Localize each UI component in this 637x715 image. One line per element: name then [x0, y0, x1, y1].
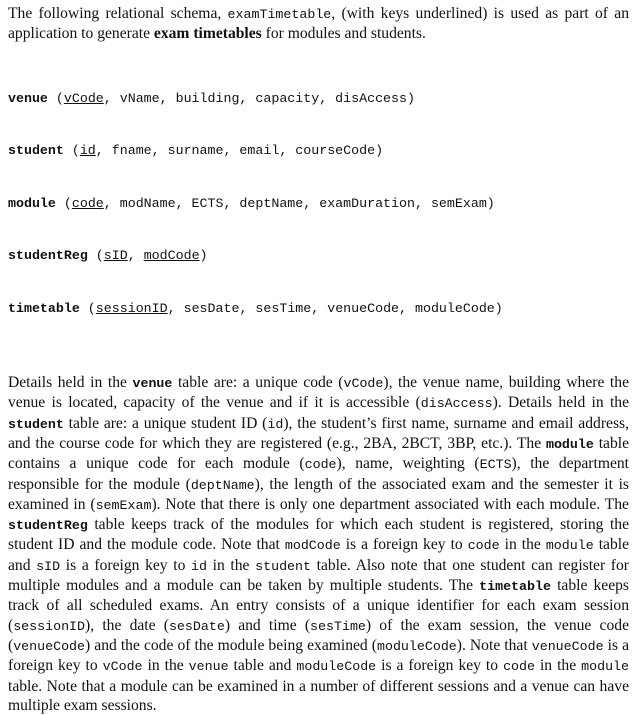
text-run: ) of the exam session, the venue code (: [8, 616, 629, 654]
text-run: ), name, weighting (: [336, 455, 480, 473]
table-name: timetable: [479, 579, 551, 595]
code-term: ECTS: [479, 457, 512, 473]
code-term: code: [467, 538, 500, 554]
text-run: (: [55, 195, 72, 211]
text-run: ), the date (: [85, 616, 169, 634]
text-run: is a foreign key to: [340, 536, 468, 554]
text-run: ). Note that there is only one department associated with each module. The: [151, 495, 629, 513]
table-name: student: [8, 416, 64, 432]
code-term: sID: [36, 558, 61, 574]
code-term: deptName: [190, 477, 255, 493]
text-run: , fname, surname, email, courseCode): [95, 143, 384, 159]
text-run: The following relational schema,: [8, 5, 228, 22]
code-term: sesDate: [168, 618, 225, 634]
code-term: module: [581, 659, 630, 675]
code-term: venue: [188, 659, 229, 675]
code-term: sessionID: [13, 618, 86, 634]
text-run: ), the department responsible for the module (: [8, 455, 630, 493]
text-run: is a foreign key to: [8, 636, 629, 675]
bold-term: venue: [8, 90, 48, 106]
text-run: ), the venue name, building where the venue is located, capacity of the venue and if it is accessible (: [8, 374, 629, 412]
text-run: ). Details held in the: [492, 394, 629, 412]
text-run: ,: [127, 248, 144, 264]
schema-studentreg: [8, 247, 629, 265]
code-term: sesTime: [310, 618, 366, 634]
bold-term: studentReg: [8, 248, 88, 264]
text-run: table contains a unique code for each module (: [8, 434, 630, 473]
text-run: (: [63, 143, 80, 159]
text-run: table and: [228, 657, 297, 675]
bold-term: student: [8, 143, 64, 159]
code-term: code: [304, 457, 337, 473]
code-term: vCode: [343, 376, 384, 392]
text-run: table keeps track of the modules for which each student is registered, storing the student ID and the module code. Note that: [8, 516, 629, 554]
text-run: ) and the code of the module being examined (: [85, 636, 377, 654]
key-attribute: id: [79, 143, 96, 159]
text-run: in the: [142, 657, 189, 675]
code-term: semExam: [95, 497, 152, 513]
text-run: is a foreign key to: [376, 657, 504, 675]
bold-term: timetable: [8, 300, 80, 316]
schema-module: [8, 195, 629, 213]
text-run: (: [87, 248, 104, 264]
text-run: table are: a unique code (: [172, 374, 344, 392]
text-run: , modName, ECTS, deptName, examDuration, semExam): [103, 195, 495, 211]
text-run: (: [47, 90, 64, 106]
text-run: for modules and students.: [261, 25, 426, 43]
text-run: (: [79, 300, 96, 316]
key-attribute: sessionID: [95, 300, 168, 316]
code-term: vCode: [102, 659, 143, 675]
code-term: student: [255, 558, 311, 574]
text-run: ) and time (: [224, 616, 311, 634]
text-run: Details held in the: [8, 374, 133, 392]
text-run: table and: [8, 536, 630, 574]
text-run: table. Note that a module can be examined in a number of different sessions and a venue can have multiple exam sessions.: [8, 677, 629, 714]
text-run: in the: [206, 556, 256, 574]
text-run: table are: a unique student ID (: [63, 414, 268, 432]
text-run: table keeps track of all scheduled exams. An entry consists of a unique identifier for each exam session (: [8, 577, 629, 634]
table-name: module: [545, 436, 594, 452]
code-term: venueCode: [13, 638, 86, 654]
text-run: , sesDate, sesTime, venueCode, moduleCode): [167, 300, 503, 316]
text-run: is a foreign key to: [60, 556, 192, 574]
text-run: in the: [534, 657, 582, 675]
text-run: ). Note that: [456, 636, 532, 654]
key-attribute: modCode: [143, 248, 200, 264]
text-run: ), the length of the associated exam and the semester it is examined in (: [8, 475, 629, 513]
schema-timetable: [8, 300, 629, 318]
code-term: module: [545, 538, 594, 554]
relational-schema: [8, 55, 629, 353]
code-term: id: [267, 416, 284, 432]
code-term: modCode: [284, 538, 341, 554]
key-attribute: vCode: [63, 90, 104, 106]
code-term: examTimetable: [227, 7, 332, 22]
code-term: code: [503, 659, 535, 675]
bold-term: exam timetables: [153, 25, 262, 43]
bold-term: module: [8, 195, 56, 211]
table-name: studentReg: [8, 518, 88, 534]
code-term: disAccess: [420, 396, 493, 412]
schema-venue: [8, 90, 629, 108]
text-run: table. Also note that one student can register for multiple modules and a module can be taken by multiple students. The: [8, 556, 629, 595]
code-term: venueCode: [531, 638, 604, 654]
details-paragraph: [8, 373, 629, 715]
code-term: id: [191, 558, 207, 574]
text-run: , (with keys underlined) is used as part of an application to generate: [8, 5, 629, 43]
key-attribute: code: [71, 195, 104, 211]
text-run: ): [199, 248, 208, 264]
code-term: moduleCode: [296, 659, 377, 675]
text-run: ), the student’s first name, surname and email address, and the course code for which they are registered (e.g., 2BA, 2BCT, 3BP, etc.). The: [8, 414, 629, 452]
key-attribute: sID: [103, 248, 128, 264]
text-run: , vName, building, capacity, disAccess): [103, 90, 415, 106]
text-run: in the: [499, 536, 546, 554]
table-name: venue: [132, 376, 173, 392]
intro-paragraph: [8, 4, 629, 44]
schema-student: [8, 142, 629, 160]
code-term: moduleCode: [376, 638, 457, 654]
